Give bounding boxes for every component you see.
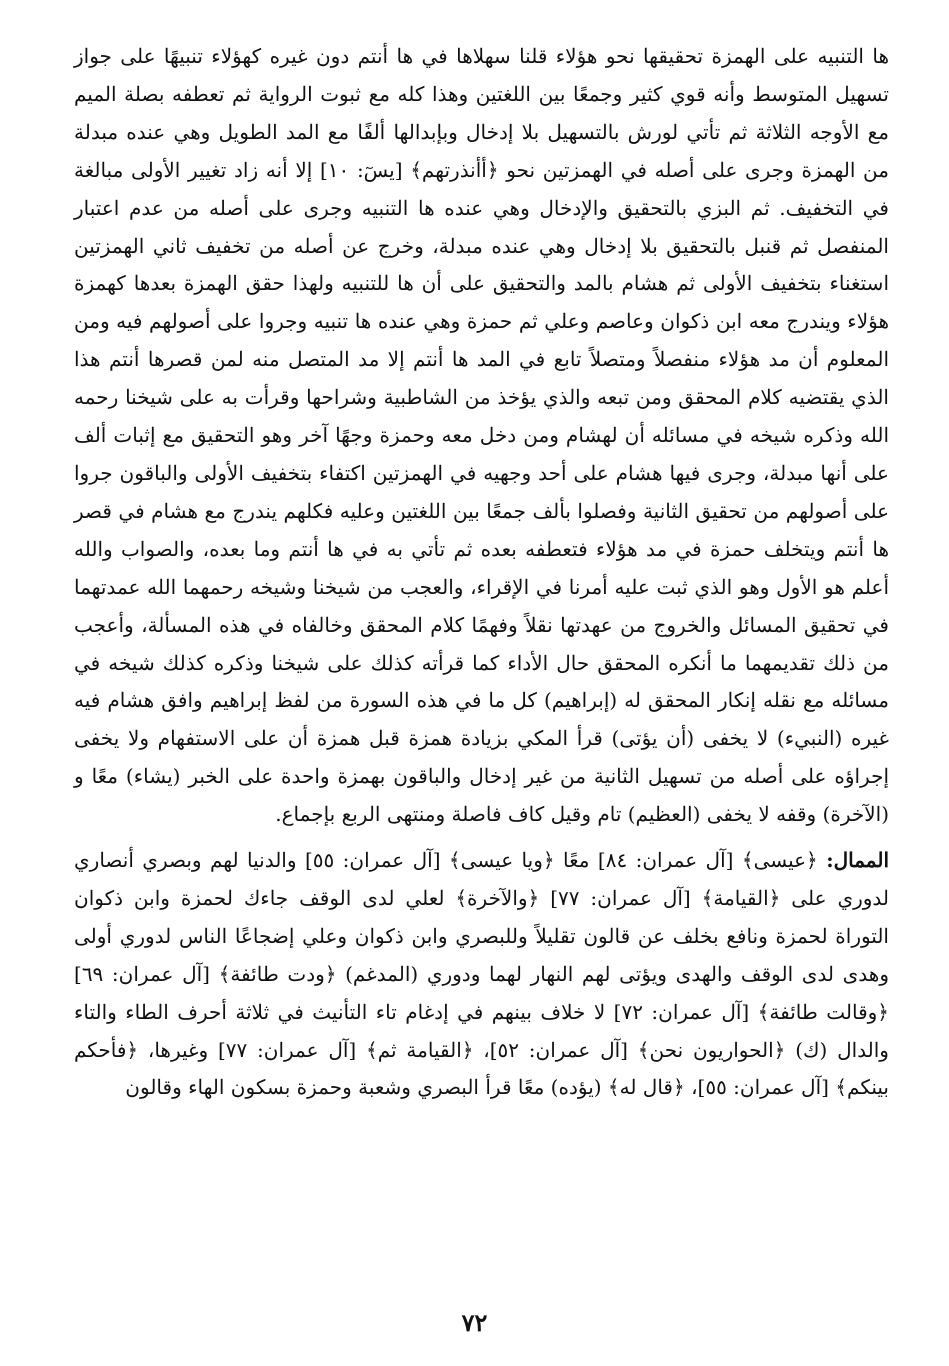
paragraph: ها التنبيه على الهمزة تحقيقها نحو هؤلاء قلنا سهلاها في ها أنتم دون غيره كهؤلاء تنبيهًا على جواز تسهيل المتوسط وأنه قوي كثير وجمعًا بين اللغتين وهذا كله مع ثبوت الرواية ثم تعطفه بصلة الميم مع الأوجه الثلاثة ثم تأتي لورش بالتسهيل بلا إدخال وبإبدالها ألفًا مع المد الطويل وهي عنده مبدلة من الهمزة وجرى على أصله في الهمزتين نحو ﴿أأنذرتهم﴾ [يسٓ: ١٠] إلا أنه زاد تغيير الأولى مبالغة في التخفيف. ثم البزي بالتحقيق والإدخال وهي عنده ها التنبيه وجرى على أصله من عدم اعتبار المنفصل ثم قنبل بالتحقيق بلا إدخال وهي عنده مبدلة، وخرج عن أصله من تخفيف ثاني الهمزتين استغناء بتخفيف الأولى ثم هشام بالمد والتحقيق على أن ها للتنبيه ولهذا حقق الهمزة بعدها كهمزة هؤلاء ويندرج معه ابن ذكوان وعاصم وعلي ثم حمزة وهي عنده ها تنبيه وجروا على أصولهم فيه ومن المعلوم أن مد هؤلاء منفصلاً ومتصلاً تابع في المد ها أنتم إلا مد المتصل منه لمن قصرها أنتم هذا الذي يقتضيه كلام المحقق ومن تبعه والذي يؤخذ من الشاطبية وشراحها وقرأت به على شيخنا رحمه الله وذكره شيخه في مسائله أن لهشام ومن دخل معه وحمزة وجهًا آخر وهو التحقيق مع إثبات ألف على أنها مبدلة، وجرى فيها هشام على أحد وجهيه في الهمزتين اكتفاء بتخفيف الأولى والباقون جروا على أصولهم من تحقيق الثانية وفصلوا بألف جمعًا بين اللغتين وعليه فكلهم يندرج مع هشام في قصر ها أنتم ويتخلف حمزة في مد هؤلاء فتعطفه بعده ثم تأتي به في ها أنتم وما بعده، والصواب والله أعلم هو الأول وهو الذي ثبت عليه أمرنا في الإقراء، والعجب من شيخنا وشيخه رحمهما الله عمدتهما في تحقيق المسائل والخروج من عهدتها نقلاً وفهمًا كلام المحقق وخالفاه في هذه المسألة، وأعجب من ذلك تقديمهما ما أنكره المحقق حال الأداء كما قرأته كذلك على شيخنا وذكره كذلك شيخه في مسائله مع نقله إنكار المحقق له (إبراهيم) كل ما في هذه السورة من لفظ إبراهيم وافق هشام فيه غيره (النبيء) لا يخفى (أن يؤتى) قرأ المكي بزيادة همزة قبل همزة أن على الاستفهام ولا يخفى إجراؤه على أصله من تسهيل الثانية من غير إدخال والباقون بهمزة واحدة على الخبر (يشاء) معًا و (الآخرة) وقفه لا يخفى (العظيم) تام وقيل كاف فاصلة ومنتهى الربع بإجماع. bbox=[74, 44, 889, 827]
page-number: ٧٢ bbox=[461, 1308, 488, 1337]
page-body bbox=[74, 38, 889, 1107]
paragraph bbox=[74, 842, 889, 1107]
section-heading: الممال: bbox=[826, 848, 890, 873]
paragraph-text: ﴿عيسى﴾ [آل عمران: ٨٤] معًا ﴿ويا عيسى﴾ [آل عمران: ٥٥] والدنيا لهم وبصري أنصاري لدوري على ﴿القيامة﴾ [آل عمران: ٧٧] ﴿والآخرة﴾ لعلي لدى الوقف جاءك لحمزة وابن ذكوان التوراة لحمزة ونافع بخلف عن قالون تقليلاً وللبصري وابن ذكوان وعلي إضجاعًا الناس لدوري أولى وهدى لدى الوقف والهدى ويؤتى لهم النهار لهما ودوري (المدغم) ﴿ودت طائفة﴾ [آل عمران: ٦٩] ﴿وقالت طائفة﴾ [آل عمران: ٧٢] لا خلاف بينهم في إدغام تاء التأنيث في ثلاثة أحرف الطاء والتاء والدال (ك) ﴿الحواريون نحن﴾ [آل عمران: ٥٢]، ﴿القيامة ثم﴾ [آل عمران: ٧٧] وغيرها، ﴿فأحكم بينكم﴾ [آل عمران: ٥٥]، ﴿قال له﴾ (يؤده) معًا قرأ البصري وشعبة وحمزة بسكون الهاء وقالون bbox=[74, 848, 890, 1100]
